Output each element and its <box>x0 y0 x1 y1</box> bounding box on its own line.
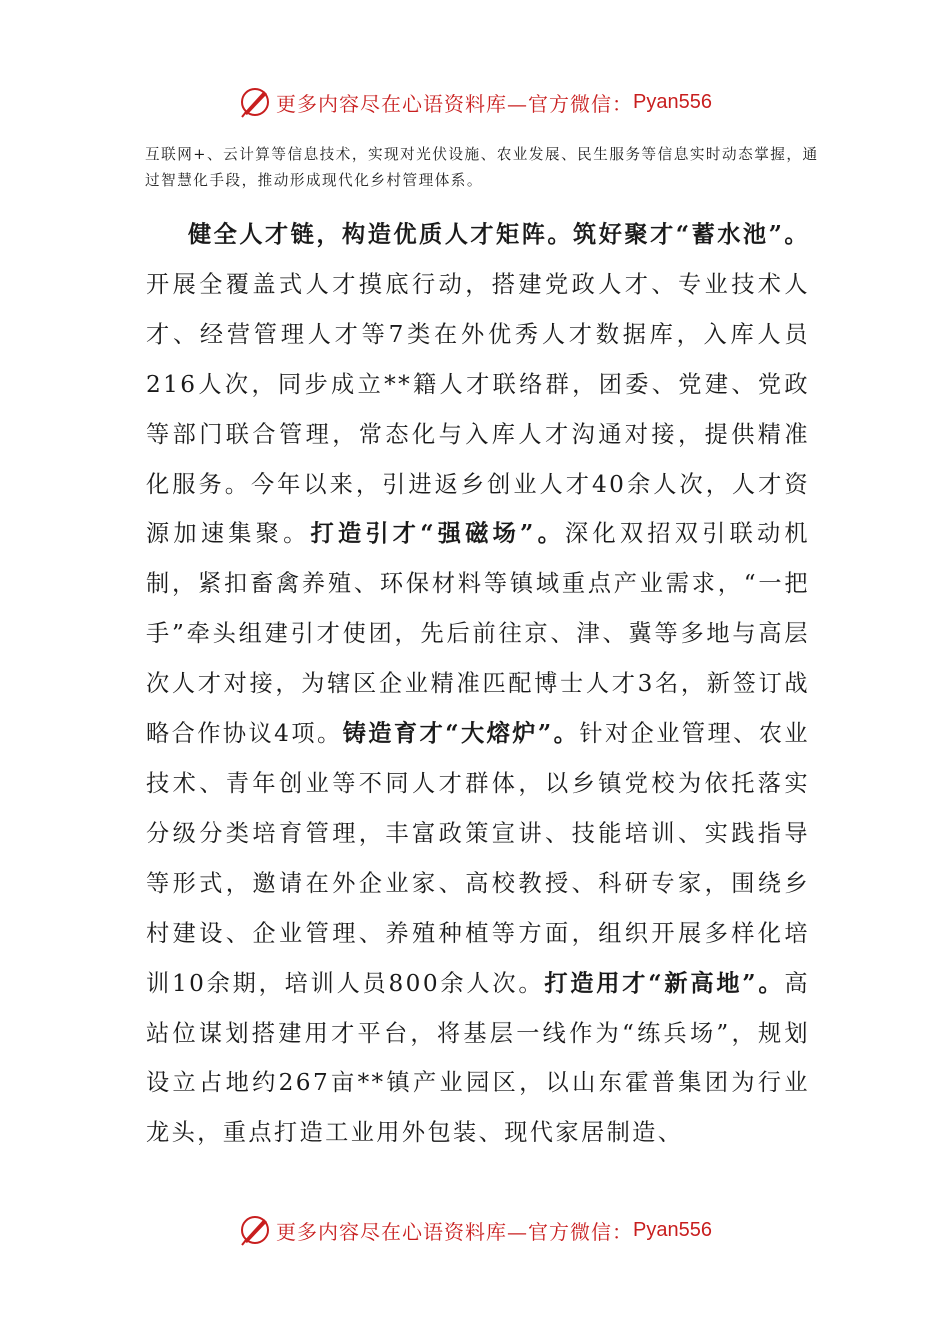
header-banner-id: Pyan556 <box>633 90 712 113</box>
footer-banner <box>0 1212 950 1248</box>
header-banner <box>0 84 950 120</box>
paragraph-text-4: 高站位谋划搭建用才平台，将基层一线作为“练兵场”，规划设立占地约267亩**镇产业园区，以山东霍普集团为行业龙头，重点打造工业用外包装、现代家居制造、 <box>146 969 810 1147</box>
footer-banner-text: 更多内容尽在心语资料库—官方微信： <box>276 1219 634 1244</box>
main-paragraph <box>146 210 810 1158</box>
heading-sentence-2: 打造引才“强磁场”。 <box>310 520 566 548</box>
heading-sentence-3: 铸造育才“大熔炉”。 <box>342 720 580 748</box>
heading-sentence-4: 打造用才“新高地”。 <box>544 969 785 997</box>
heading-sentence-1: 健全人才链，构造优质人才矩阵。筑好聚才“蓄水池”。 <box>188 221 810 248</box>
paragraph-text-2: 深化双招双引联动机制，紧扣畜禽养殖、环保材料等镇域重点产业需求，“一把手”牵头组建引才使团，先后前往京、津、冀等多地与高层次人才对接，为辖区企业精准匹配博士人才3名，新签订战略合作协议4项。 <box>146 520 810 748</box>
footer-banner-id: Pyan556 <box>633 1218 712 1241</box>
paragraph-text-1: 开展全覆盖式人才摸底行动，搭建党政人才、专业技术人才、经营管理人才等7类在外优秀人才数据库，入库人员216人次，同步成立**籍人才联络群，团委、党建、党政等部门联合管理，常态化与入库人才沟通对接，提供精准化服务。今年以来，引进返乡创业人才40余人次，人才资源加速集聚。 <box>146 270 810 548</box>
continuation-text: 互联网+、云计算等信息技术，实现对光伏设施、农业发展、民生服务等信息实时动态掌握，通过智慧化手段，推动形成现代化乡村管理体系。 <box>145 146 819 189</box>
quill-pen-logo-icon <box>238 85 272 119</box>
quill-pen-logo-icon <box>238 1213 272 1247</box>
header-banner-text: 更多内容尽在心语资料库—官方微信： <box>276 91 634 116</box>
paragraph-text-3: 针对企业管理、农业技术、青年创业等不同人才群体，以乡镇党校为依托落实分级分类培育管理，丰富政策宣讲、技能培训、实践指导等形式，邀请在外企业家、高校教授、科研专家，围绕乡村建设、企业管理、养殖种植等方面，组织开展多样化培训10余期，培训人员800余人次。 <box>146 720 810 997</box>
